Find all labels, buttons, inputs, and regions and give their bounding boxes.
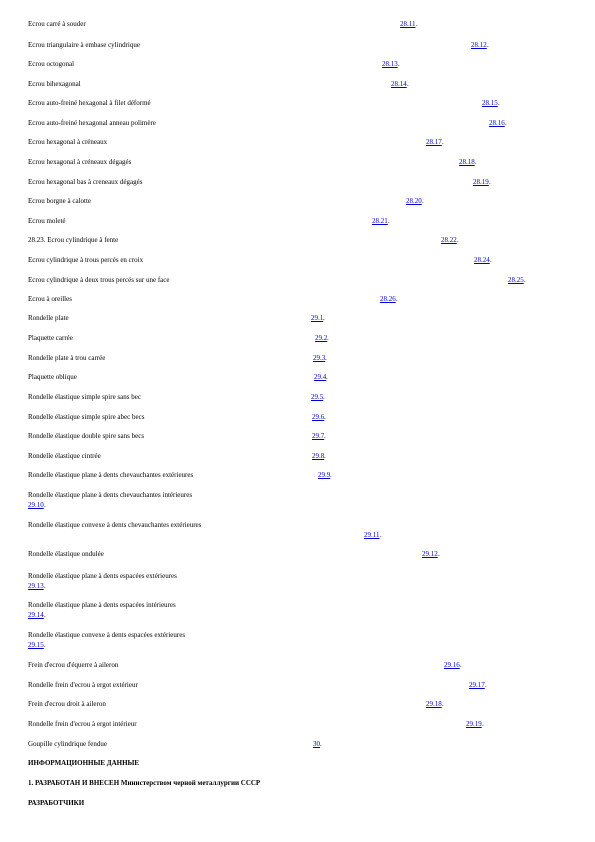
entry-label: Ecrou hexagonal bas à creneaux dégagés <box>28 178 143 186</box>
entry-punctuation: . <box>323 393 325 401</box>
entry-reference-link[interactable]: 29.6 <box>312 413 325 421</box>
entry-label: Frein d'ecrou droit à aileron <box>28 700 106 708</box>
entry-label: Rondelle élastique double spire sans becs <box>28 432 145 440</box>
entry-label: Ecrou auto-freiné hexagonal anneau polimère <box>28 119 156 127</box>
entry-punctuation: . <box>460 661 462 669</box>
entry-reference-link[interactable]: 29.14 <box>28 611 44 619</box>
entry-reference-link[interactable]: 29.15 <box>28 641 44 649</box>
entry-label: Ecrou octogonal <box>28 60 75 68</box>
entry-reference-link[interactable]: 29.9 <box>318 471 331 479</box>
entry-punctuation: . <box>457 236 459 244</box>
entry-reference-link[interactable]: 29.8 <box>312 452 325 460</box>
entry-label: Rondelle élastique simple spire sans bec <box>28 393 141 401</box>
entry-punctuation: . <box>325 354 327 362</box>
entry-punctuation: . <box>44 582 46 590</box>
entry-punctuation: . <box>320 740 322 748</box>
entry-punctuation: . <box>44 611 46 619</box>
entry-reference-link[interactable]: 28.14 <box>391 80 407 88</box>
entry-label: Ecrou à oreilles <box>28 295 72 303</box>
entry-label: Rondelle élastique plane à dents chevauchantes intérieures <box>28 491 193 499</box>
entry-punctuation: . <box>44 641 46 649</box>
entry-label: Ecrou carré à souder <box>28 20 86 28</box>
entry-punctuation: . <box>324 452 326 460</box>
entry-reference-link[interactable]: 29.18 <box>426 700 442 708</box>
entry-label: Rondelle élastique plane à dents espacées extérieures <box>28 572 177 580</box>
entry-reference-link[interactable]: 29.16 <box>444 661 460 669</box>
entry-punctuation: . <box>498 99 500 107</box>
entry-label: Rondelle élastique plane à dents espacées intérieures <box>28 601 176 609</box>
entry-reference-link[interactable]: 28.26 <box>380 295 396 303</box>
entry-label: 28.23. Ecrou cylindrique à fente <box>28 236 119 244</box>
entry-label: Rondelle plate à trou carrée <box>28 354 106 362</box>
entry-punctuation: . <box>422 197 424 205</box>
entry-label: Rondelle élastique convexe à dents chevauchantes extérieures <box>28 521 202 529</box>
entry-punctuation: . <box>485 681 487 689</box>
entry-punctuation: . <box>438 550 440 558</box>
entry-punctuation: . <box>398 60 400 68</box>
entry-reference-link[interactable]: 29.11 <box>364 531 380 539</box>
entry-reference-link[interactable]: 29.1 <box>311 314 324 322</box>
entry-label: Rondelle plate <box>28 314 69 322</box>
entry-punctuation: . <box>490 256 492 264</box>
entry-punctuation: . <box>489 178 491 186</box>
entry-reference-link[interactable]: 28.24 <box>474 256 490 264</box>
entry-label: Rondelle élastique plane à dents chevauchantes extérieures <box>28 471 194 479</box>
entry-punctuation: . <box>323 314 325 322</box>
entry-punctuation: . <box>324 432 326 440</box>
entry-punctuation: . <box>416 20 418 28</box>
entry-reference-link[interactable]: 29.4 <box>314 373 327 381</box>
entry-punctuation: . <box>475 158 477 166</box>
entry-reference-link[interactable]: 29.12 <box>422 550 438 558</box>
entry-punctuation: . <box>524 276 526 284</box>
entry-label: Rondelle frein d'ecrou à ergot intérieur <box>28 720 137 728</box>
entry-label: Rondelle frein d'ecrou à ergot extérieur <box>28 681 138 689</box>
entry-label: Goupille cylindrique fendue <box>28 740 107 748</box>
entry-reference-link[interactable]: 28.22 <box>441 236 457 244</box>
entry-reference-link[interactable]: 29.19 <box>466 720 482 728</box>
entry-punctuation: . <box>326 373 328 381</box>
entry-punctuation: . <box>505 119 507 127</box>
developers-heading: РАЗРАБОТЧИКИ <box>28 799 85 807</box>
entry-label: Ecrou bihexagonal <box>28 80 81 88</box>
entry-label: Ecrou triangulaire à embase cylindrique <box>28 41 140 49</box>
entry-punctuation: . <box>44 501 46 509</box>
entry-reference-link[interactable]: 29.10 <box>28 501 44 509</box>
entry-punctuation: . <box>380 531 382 539</box>
entry-label: Ecrou hexagonal à créneaux dégagés <box>28 158 132 166</box>
entry-reference-link[interactable]: 28.18 <box>459 158 475 166</box>
entry-reference-link[interactable]: 29.5 <box>311 393 324 401</box>
entry-reference-link[interactable]: 28.13 <box>382 60 398 68</box>
entry-reference-link[interactable]: 28.19 <box>473 178 489 186</box>
entry-reference-link[interactable]: 29.2 <box>315 334 328 342</box>
entry-punctuation: . <box>324 413 326 421</box>
entry-label: Ecrou cylindrique à deux trous percés sur une face <box>28 276 170 284</box>
entry-reference-link[interactable]: 28.21 <box>372 217 388 225</box>
entry-label: Rondelle élastique simple spire abec becs <box>28 413 145 421</box>
entry-reference-link[interactable]: 30 <box>313 740 320 748</box>
entry-punctuation: . <box>482 720 484 728</box>
entry-reference-link[interactable]: 29.17 <box>469 681 485 689</box>
entry-label: Rondelle élastique ondulée <box>28 550 104 558</box>
entry-reference-link[interactable]: 28.25 <box>508 276 524 284</box>
entry-reference-link[interactable]: 28.12 <box>471 41 487 49</box>
entry-reference-link[interactable]: 28.20 <box>406 197 422 205</box>
entry-reference-link[interactable]: 29.13 <box>28 582 44 590</box>
entry-reference-link[interactable]: 29.7 <box>312 432 325 440</box>
entry-label: Plaquette oblique <box>28 373 77 381</box>
entry-label: Rondelle élastique convexe à dents espacées extérieures <box>28 631 186 639</box>
entry-punctuation: . <box>442 700 444 708</box>
entry-reference-link[interactable]: 28.15 <box>482 99 498 107</box>
entry-punctuation: . <box>330 471 332 479</box>
entry-punctuation: . <box>388 217 390 225</box>
entry-punctuation: . <box>487 41 489 49</box>
entry-punctuation: . <box>442 138 444 146</box>
entry-label: Ecrou auto-freiné hexagonal à filet déformé <box>28 99 151 107</box>
entry-reference-link[interactable]: 28.17 <box>426 138 442 146</box>
entry-reference-link[interactable]: 29.3 <box>313 354 326 362</box>
entry-label: Ecrou borgne à calotte <box>28 197 92 205</box>
entry-label: Ecrou cylindrique à trous percés en croix <box>28 256 144 264</box>
info-heading: ИНФОРМАЦИОННЫЕ ДАННЫЕ <box>28 759 140 767</box>
entry-label: Rondelle élastique cintrée <box>28 452 101 460</box>
entry-punctuation: . <box>327 334 329 342</box>
entry-label: Frein d'ecrou d'équerre à aileron <box>28 661 119 669</box>
entry-reference-link[interactable]: 28.11 <box>400 20 416 28</box>
entry-punctuation: . <box>396 295 398 303</box>
entry-label: Ecrou hexagonal à créneaux <box>28 138 108 146</box>
developed-heading: 1. РАЗРАБОТАН И ВНЕСЕН Министерством черной металлургии СССР <box>28 779 261 787</box>
entry-label: Plaquette carrée <box>28 334 73 342</box>
entry-label: Ecrou moleté <box>28 217 66 225</box>
entry-punctuation: . <box>407 80 409 88</box>
entry-reference-link[interactable]: 28.16 <box>489 119 505 127</box>
